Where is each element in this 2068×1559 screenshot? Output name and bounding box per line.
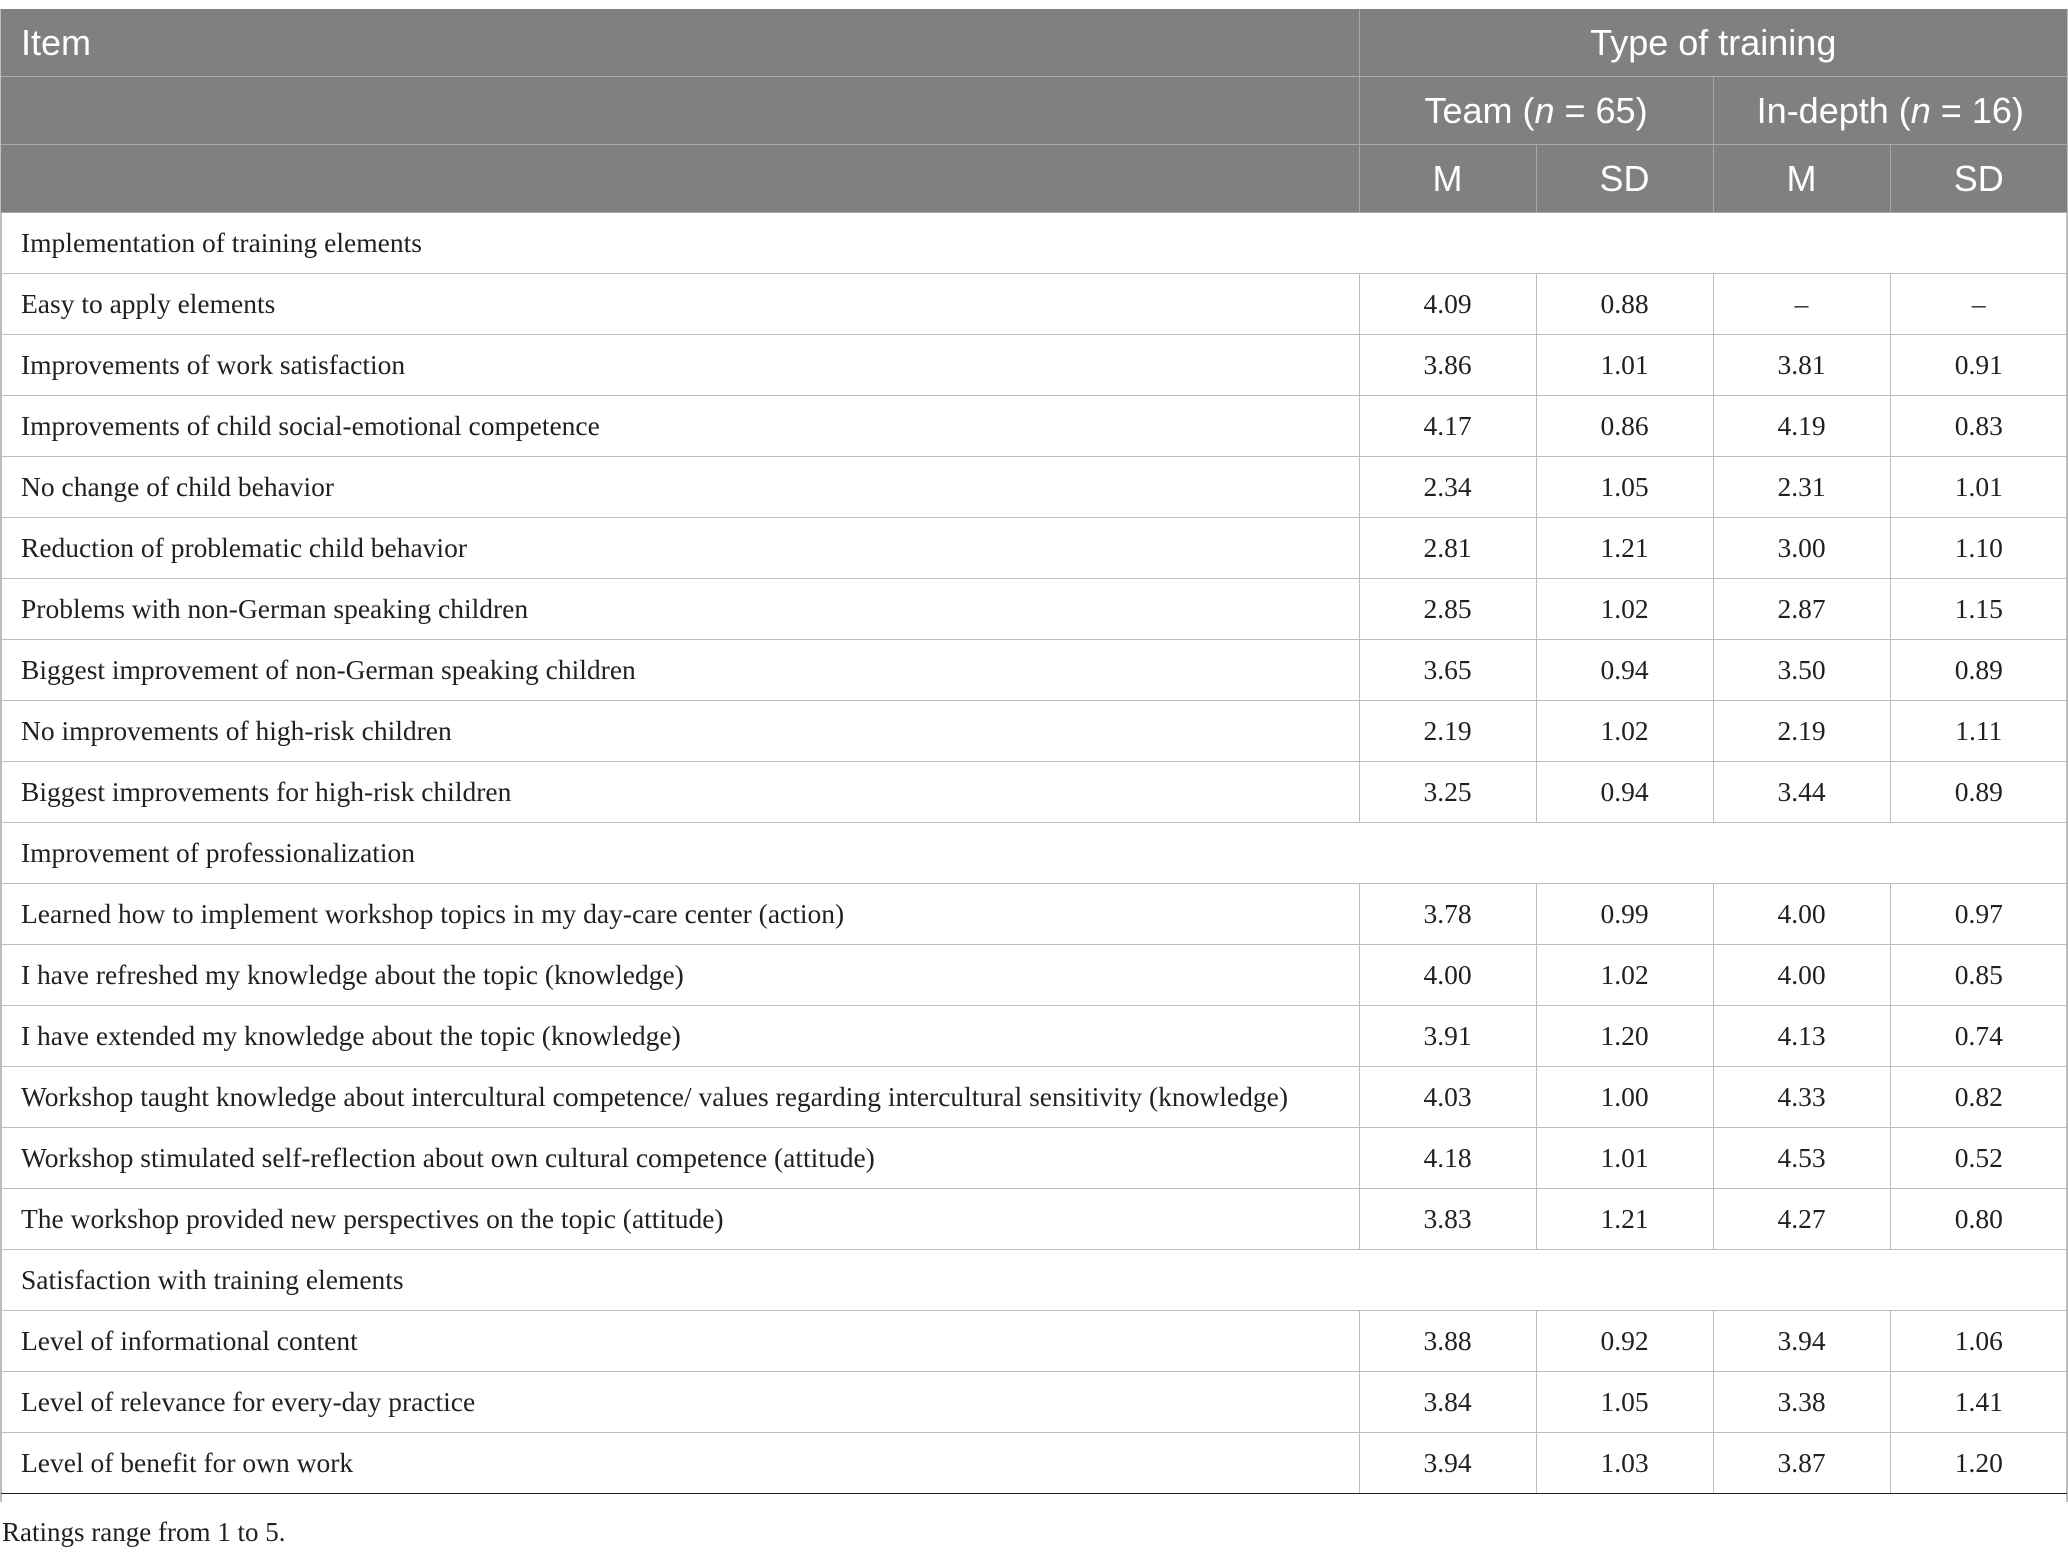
item-label: Biggest improvements for high-risk children [1, 762, 1359, 823]
indepth-m-value: – [1713, 274, 1890, 335]
item-label: The workshop provided new perspectives on the topic (attitude) [1, 1189, 1359, 1250]
indepth-m-value: 3.50 [1713, 640, 1890, 701]
item-label: I have extended my knowledge about the topic (knowledge) [1, 1006, 1359, 1067]
item-label: I have refreshed my knowledge about the topic (knowledge) [1, 945, 1359, 1006]
team-m-value: 3.25 [1359, 762, 1536, 823]
results-table [1, 9, 2067, 1494]
section-label: Implementation of training elements [1, 213, 2067, 274]
item-label: Improvements of child social-emotional competence [1, 396, 1359, 457]
indepth-m-value: 2.31 [1713, 457, 1890, 518]
indepth-m-value: 4.00 [1713, 945, 1890, 1006]
item-label: Improvements of work satisfaction [1, 335, 1359, 396]
indepth-m-value: 4.33 [1713, 1067, 1890, 1128]
table-body [1, 213, 2067, 1494]
table-row [1, 579, 2067, 640]
team-m-value: 4.03 [1359, 1067, 1536, 1128]
team-sd-value: 1.05 [1536, 457, 1713, 518]
indepth-sd-value: 1.11 [1890, 701, 2067, 762]
team-sd-value: 1.05 [1536, 1372, 1713, 1433]
header-row-1 [1, 9, 2067, 77]
item-column-header: Item [1, 9, 1359, 77]
indepth-sd-header: SD [1890, 145, 2067, 213]
indepth-n-value: = 16) [1930, 89, 2024, 131]
header-row-3 [1, 145, 2067, 213]
item-label: Workshop stimulated self-reflection about own cultural competence (attitude) [1, 1128, 1359, 1189]
item-label: No improvements of high-risk children [1, 701, 1359, 762]
table-row [1, 884, 2067, 945]
team-sd-header: SD [1536, 145, 1713, 213]
team-sd-value: 1.21 [1536, 518, 1713, 579]
indepth-sd-value: 0.89 [1890, 640, 2067, 701]
team-sd-value: 0.99 [1536, 884, 1713, 945]
indepth-label: In-depth ( [1756, 89, 1911, 131]
team-group-header [1359, 77, 1713, 145]
indepth-sd-value: 0.83 [1890, 396, 2067, 457]
item-label: Level of relevance for every-day practice [1, 1372, 1359, 1433]
indepth-sd-value: 0.91 [1890, 335, 2067, 396]
indepth-m-value: 3.00 [1713, 518, 1890, 579]
table-row [1, 396, 2067, 457]
team-sd-value: 0.86 [1536, 396, 1713, 457]
team-n-value: = 65) [1554, 89, 1648, 131]
team-m-value: 2.81 [1359, 518, 1536, 579]
item-label: Problems with non-German speaking children [1, 579, 1359, 640]
indepth-sd-value: 1.15 [1890, 579, 2067, 640]
header-blank-cell [1, 145, 1359, 213]
table-row [1, 945, 2067, 1006]
team-m-header: M [1359, 145, 1536, 213]
indepth-m-value: 2.87 [1713, 579, 1890, 640]
indepth-n-symbol: n [1910, 89, 1931, 131]
table-row [1, 1006, 2067, 1067]
team-sd-value: 1.01 [1536, 335, 1713, 396]
team-m-value: 3.65 [1359, 640, 1536, 701]
table-header [1, 9, 2067, 213]
team-m-value: 4.00 [1359, 945, 1536, 1006]
team-sd-value: 1.21 [1536, 1189, 1713, 1250]
item-label: Biggest improvement of non-German speaking children [1, 640, 1359, 701]
table-row [1, 274, 2067, 335]
indepth-m-value: 4.53 [1713, 1128, 1890, 1189]
indepth-sd-value: 1.06 [1890, 1311, 2067, 1372]
table-row [1, 1372, 2067, 1433]
header-row-2 [1, 77, 2067, 145]
header-blank-cell [1, 77, 1359, 145]
section-row [1, 823, 2067, 884]
indepth-sd-value: 1.10 [1890, 518, 2067, 579]
indepth-m-value: 4.19 [1713, 396, 1890, 457]
indepth-sd-value: 0.85 [1890, 945, 2067, 1006]
team-m-value: 3.83 [1359, 1189, 1536, 1250]
team-n-symbol: n [1534, 89, 1555, 131]
table-row [1, 762, 2067, 823]
table-footnote: Ratings range from 1 to 5. [2, 1517, 286, 1547]
team-sd-value: 1.02 [1536, 701, 1713, 762]
indepth-m-value: 3.94 [1713, 1311, 1890, 1372]
team-m-value: 2.85 [1359, 579, 1536, 640]
section-label: Improvement of professionalization [1, 823, 2067, 884]
indepth-sd-value: 1.01 [1890, 457, 2067, 518]
indepth-sd-value: 0.80 [1890, 1189, 2067, 1250]
indepth-sd-value: 0.52 [1890, 1128, 2067, 1189]
type-of-training-header: Type of training [1359, 9, 2067, 77]
indepth-group-header [1713, 77, 2067, 145]
team-m-value: 3.94 [1359, 1433, 1536, 1494]
table-row [1, 1067, 2067, 1128]
team-sd-value: 0.94 [1536, 762, 1713, 823]
table-row [1, 457, 2067, 518]
table-row [1, 1433, 2067, 1494]
section-row [1, 213, 2067, 274]
table-row [1, 1189, 2067, 1250]
indepth-m-value: 2.19 [1713, 701, 1890, 762]
indepth-m-value: 3.44 [1713, 762, 1890, 823]
team-m-value: 3.78 [1359, 884, 1536, 945]
team-m-value: 3.88 [1359, 1311, 1536, 1372]
indepth-m-value: 3.87 [1713, 1433, 1890, 1494]
item-label: Easy to apply elements [1, 274, 1359, 335]
table-row [1, 1311, 2067, 1372]
indepth-sd-value: – [1890, 274, 2067, 335]
team-sd-value: 0.94 [1536, 640, 1713, 701]
team-sd-value: 0.88 [1536, 274, 1713, 335]
indepth-m-value: 4.00 [1713, 884, 1890, 945]
team-m-value: 2.34 [1359, 457, 1536, 518]
item-label: Level of benefit for own work [1, 1433, 1359, 1494]
team-sd-value: 1.02 [1536, 945, 1713, 1006]
team-sd-value: 1.02 [1536, 579, 1713, 640]
indepth-m-value: 4.13 [1713, 1006, 1890, 1067]
indepth-m-value: 3.38 [1713, 1372, 1890, 1433]
team-sd-value: 1.20 [1536, 1006, 1713, 1067]
item-label: Level of informational content [1, 1311, 1359, 1372]
section-label: Satisfaction with training elements [1, 1250, 2067, 1311]
team-m-value: 4.09 [1359, 274, 1536, 335]
indepth-m-header: M [1713, 145, 1890, 213]
indepth-sd-value: 0.74 [1890, 1006, 2067, 1067]
team-sd-value: 0.92 [1536, 1311, 1713, 1372]
section-row [1, 1250, 2067, 1311]
team-m-value: 3.91 [1359, 1006, 1536, 1067]
team-sd-value: 1.00 [1536, 1067, 1713, 1128]
team-m-value: 3.84 [1359, 1372, 1536, 1433]
table-row [1, 1128, 2067, 1189]
table-row [1, 335, 2067, 396]
team-m-value: 4.18 [1359, 1128, 1536, 1189]
item-label: Reduction of problematic child behavior [1, 518, 1359, 579]
table-row [1, 518, 2067, 579]
item-label: Learned how to implement workshop topics in my day-care center (action) [1, 884, 1359, 945]
team-sd-value: 1.01 [1536, 1128, 1713, 1189]
team-m-value: 4.17 [1359, 396, 1536, 457]
team-sd-value: 1.03 [1536, 1433, 1713, 1494]
indepth-m-value: 3.81 [1713, 335, 1890, 396]
indepth-sd-value: 1.41 [1890, 1372, 2067, 1433]
item-label: Workshop taught knowledge about intercultural competence/ values regarding intercultural sensitivity (knowledge) [1, 1067, 1359, 1128]
item-label: No change of child behavior [1, 457, 1359, 518]
team-m-value: 2.19 [1359, 701, 1536, 762]
indepth-sd-value: 0.89 [1890, 762, 2067, 823]
indepth-sd-value: 0.82 [1890, 1067, 2067, 1128]
table-row [1, 640, 2067, 701]
table-row [1, 701, 2067, 762]
indepth-sd-value: 1.20 [1890, 1433, 2067, 1494]
team-label: Team ( [1424, 89, 1535, 131]
indepth-m-value: 4.27 [1713, 1189, 1890, 1250]
indepth-sd-value: 0.97 [1890, 884, 2067, 945]
team-m-value: 3.86 [1359, 335, 1536, 396]
